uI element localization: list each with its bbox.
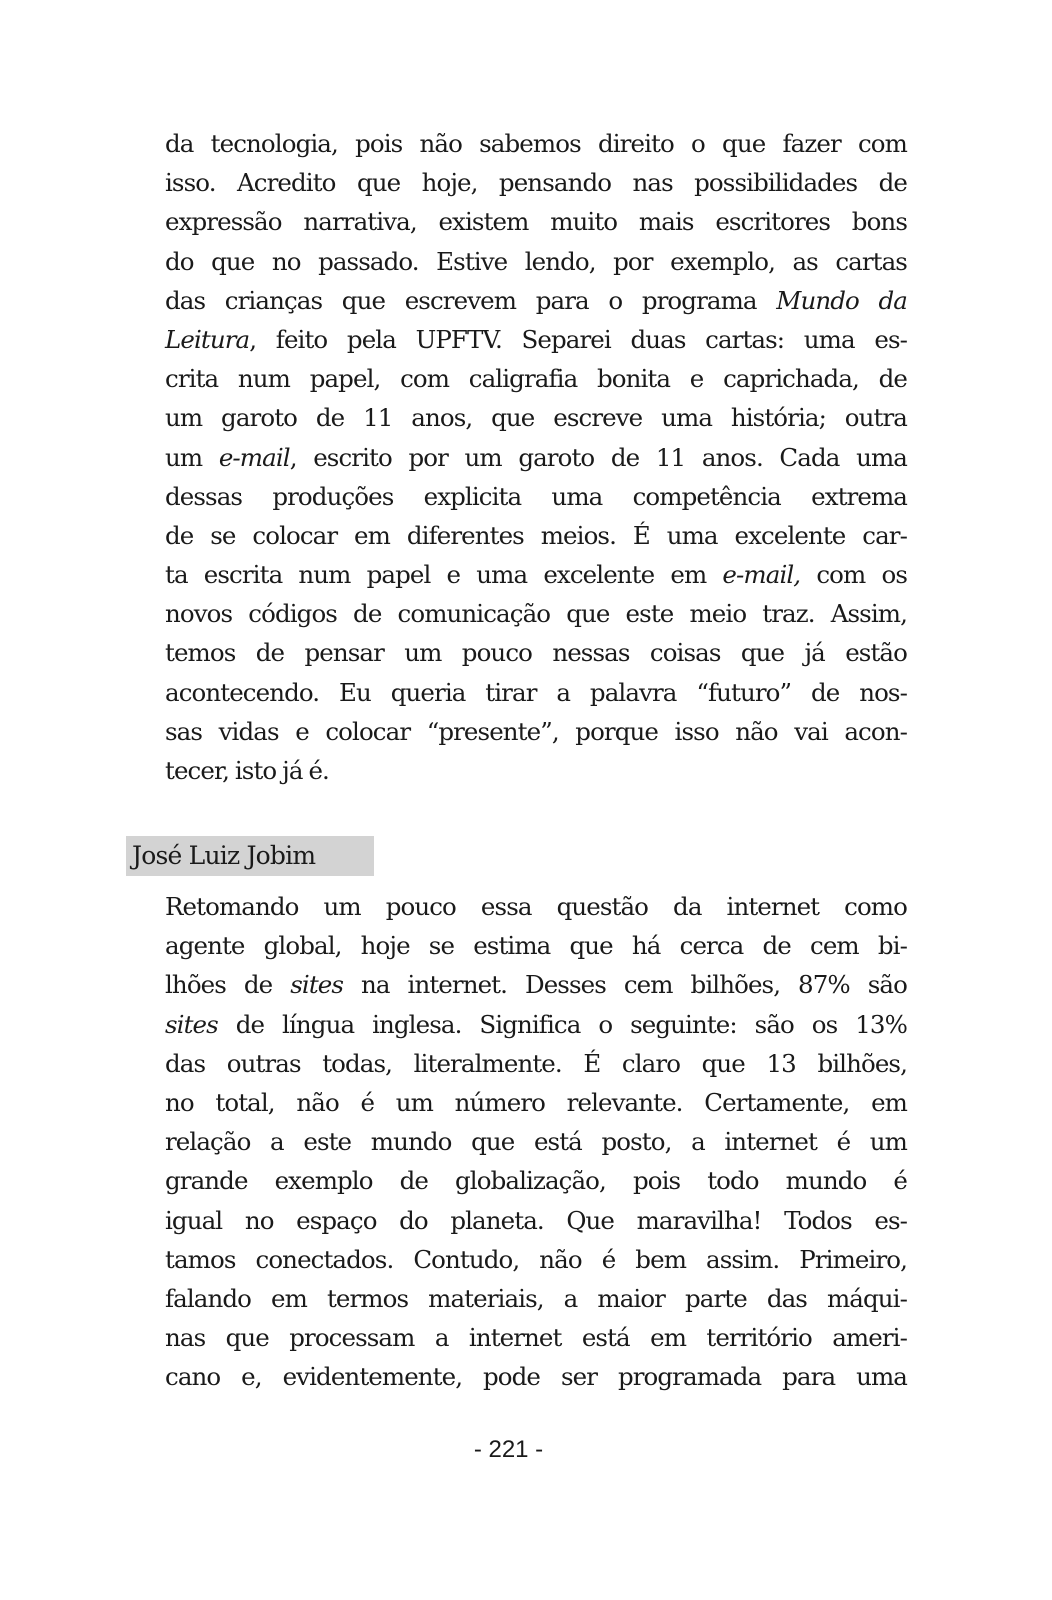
italic-term: Leitura (165, 324, 250, 354)
italic-term: sites (290, 970, 344, 1000)
text-line: tecer, isto já é. (165, 756, 329, 785)
italic-term: sites (165, 1009, 218, 1039)
text-line: dessas produções explicita uma competência extrema (165, 481, 907, 511)
text-line: no total, não é um número relevante. Certamente, em (165, 1087, 907, 1117)
text-line: sas vidas e colocar “presente”, porque isso não vai acon- (165, 716, 907, 746)
paragraph-speaker-reply (165, 887, 907, 1396)
text-line: falando em termos materiais, a maior parte das máqui- (165, 1283, 907, 1313)
text-line: acontecendo. Eu queria tirar a palavra “futuro” de nos- (165, 677, 907, 707)
text-line: um garoto de 11 anos, que escreve uma história; outra (165, 403, 907, 433)
text-line: grande exemplo de globalização, pois todo mundo é (165, 1166, 907, 1196)
italic-term: Mundo da (776, 285, 907, 315)
text-line: temos de pensar um pouco nessas coisas que já estão (165, 638, 907, 668)
text-line: expressão narrativa, existem muito mais escritores bons (165, 207, 907, 237)
text-line: sites de língua inglesa. Significa o seguinte: são os 13% (165, 1009, 907, 1039)
page-number: - 221 - (473, 1436, 544, 1463)
text-line: da tecnologia, pois não sabemos direito o que fazer com (165, 129, 907, 158)
text-line: cano e, evidentemente, pode ser programada para uma (165, 1362, 907, 1392)
text-line: das outras todas, literalmente. É claro que 13 bilhões, (165, 1048, 907, 1078)
text-line: de se colocar em diferentes meios. É uma excelente car- (165, 520, 907, 550)
italic-term: e-mail (218, 442, 290, 472)
text-line: tamos conectados. Contudo, não é bem assim. Primeiro, (165, 1244, 907, 1274)
paragraph-continued (165, 124, 907, 790)
italic-term: e-mail, (722, 560, 801, 590)
text-line: Retomando um pouco essa questão da internet como (165, 892, 907, 921)
text-line: isso. Acredito que hoje, pensando nas possibilidades de (165, 168, 907, 198)
text-line: novos códigos de comunicação que este meio traz. Assim, (165, 599, 907, 629)
text-line: crita num papel, com caligrafia bonita e caprichada, de (165, 364, 907, 394)
text-line: um e-mail, escrito por um garoto de 11 anos. Cada uma (165, 442, 907, 472)
text-line: igual no espaço do planeta. Que maravilha! Todos es- (165, 1205, 907, 1235)
text-line: das crianças que escrevem para o programa Mundo da (165, 285, 907, 315)
text-line: lhões de sites na internet. Desses cem bilhões, 87% são (165, 970, 907, 1000)
text-line: agente global, hoje se estima que há cerca de cem bi- (165, 931, 907, 961)
text-line: nas que processam a internet está em território ameri- (165, 1323, 907, 1353)
text-line: relação a este mundo que está posto, a internet é um (165, 1127, 907, 1157)
text-line: do que no passado. Estive lendo, por exemplo, as cartas (165, 246, 907, 276)
text-line: Leitura, feito pela UPFTV. Separei duas cartas: uma es- (165, 324, 907, 354)
text-line: ta escrita num papel e uma excelente em e-mail, com os (165, 560, 907, 590)
speaker-label: José Luiz Jobim (126, 836, 374, 876)
